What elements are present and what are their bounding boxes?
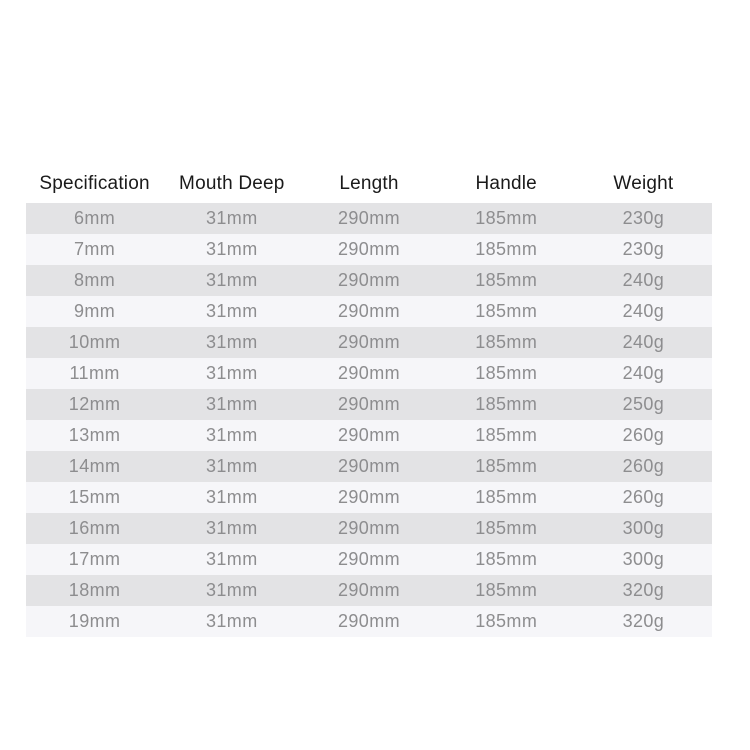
table-cell: 230g [622,239,665,259]
table-header-row [26,164,712,203]
table-cell: 9mm [74,301,116,321]
table-row [26,358,712,389]
table-body [26,203,712,637]
table-cell: 320g [622,580,665,600]
table-cell: 11mm [69,363,120,383]
table-row [26,420,712,451]
table-row [26,327,712,358]
table-cell: 290mm [337,363,401,383]
table-cell: 31mm [205,580,258,600]
table-cell: 31mm [205,456,258,476]
table-cell: 185mm [475,239,538,259]
table-row [26,606,712,637]
table-row [26,544,712,575]
table-cell: 31mm [205,394,258,414]
table-cell: 290mm [337,332,401,352]
column-header-mouth-deep: Mouth Deep [179,172,285,194]
table-cell: 240g [622,332,665,352]
table-row [26,265,712,296]
table-cell: 16mm [68,518,121,538]
table-cell: 31mm [205,301,258,321]
table-cell: 250g [622,394,665,414]
table-row [26,451,712,482]
table-cell: 185mm [475,363,538,383]
table-cell: 17mm [68,549,121,569]
table-cell: 290mm [337,239,401,259]
table-cell: 240g [622,363,665,383]
table-row [26,575,712,606]
column-header-weight: Weight [613,172,674,194]
table-cell: 8mm [74,270,116,290]
table-cell: 31mm [205,518,258,538]
table-cell: 185mm [475,394,538,414]
table-cell: 185mm [475,208,538,228]
table-cell: 185mm [475,580,538,600]
table-cell: 290mm [337,549,401,569]
table-cell: 7mm [74,239,116,259]
table-cell: 320g [622,611,665,631]
table-cell: 260g [622,456,665,476]
table-cell: 31mm [205,611,258,631]
table-row [26,389,712,420]
table-cell: 290mm [337,394,401,414]
table-cell: 185mm [475,456,538,476]
table-cell: 31mm [205,425,258,445]
table-cell: 290mm [337,487,401,507]
table-cell: 19mm [68,611,121,631]
table-cell: 31mm [205,239,258,259]
table-cell: 290mm [337,301,401,321]
spec-table [26,164,712,637]
table-cell: 13mm [68,425,121,445]
table-cell: 31mm [205,270,258,290]
table-cell: 185mm [475,270,538,290]
table-cell: 185mm [475,487,538,507]
table-cell: 260g [622,487,665,507]
table-cell: 290mm [337,611,401,631]
table-row [26,203,712,234]
table-cell: 230g [622,208,665,228]
table-cell: 290mm [337,270,401,290]
table-row [26,296,712,327]
table-row [26,513,712,544]
table-cell: 12mm [68,394,121,414]
table-cell: 300g [622,518,665,538]
table-cell: 185mm [475,549,538,569]
table-cell: 185mm [475,518,538,538]
column-header-length: Length [339,172,399,194]
table-cell: 10mm [68,332,121,352]
table-cell: 290mm [337,208,401,228]
table-cell: 300g [622,549,665,569]
table-cell: 185mm [475,611,538,631]
table-cell: 6mm [74,208,116,228]
table-cell: 290mm [337,518,401,538]
table-cell: 290mm [337,456,401,476]
column-header-handle: Handle [475,172,537,194]
table-cell: 31mm [205,332,258,352]
table-cell: 31mm [205,208,258,228]
table-row [26,482,712,513]
table-cell: 185mm [475,425,538,445]
table-cell: 185mm [475,332,538,352]
table-cell: 14mm [68,456,121,476]
table-cell: 240g [622,301,665,321]
table-cell: 31mm [205,363,258,383]
table-row [26,234,712,265]
table-cell: 240g [622,270,665,290]
table-cell: 31mm [205,549,258,569]
column-header-specification: Specification [39,172,150,194]
table-cell: 290mm [337,580,401,600]
table-cell: 260g [622,425,665,445]
table-cell: 18mm [68,580,121,600]
table-cell: 185mm [475,301,538,321]
table-cell: 31mm [205,487,258,507]
table-cell: 15mm [68,487,121,507]
table-cell: 290mm [337,425,401,445]
